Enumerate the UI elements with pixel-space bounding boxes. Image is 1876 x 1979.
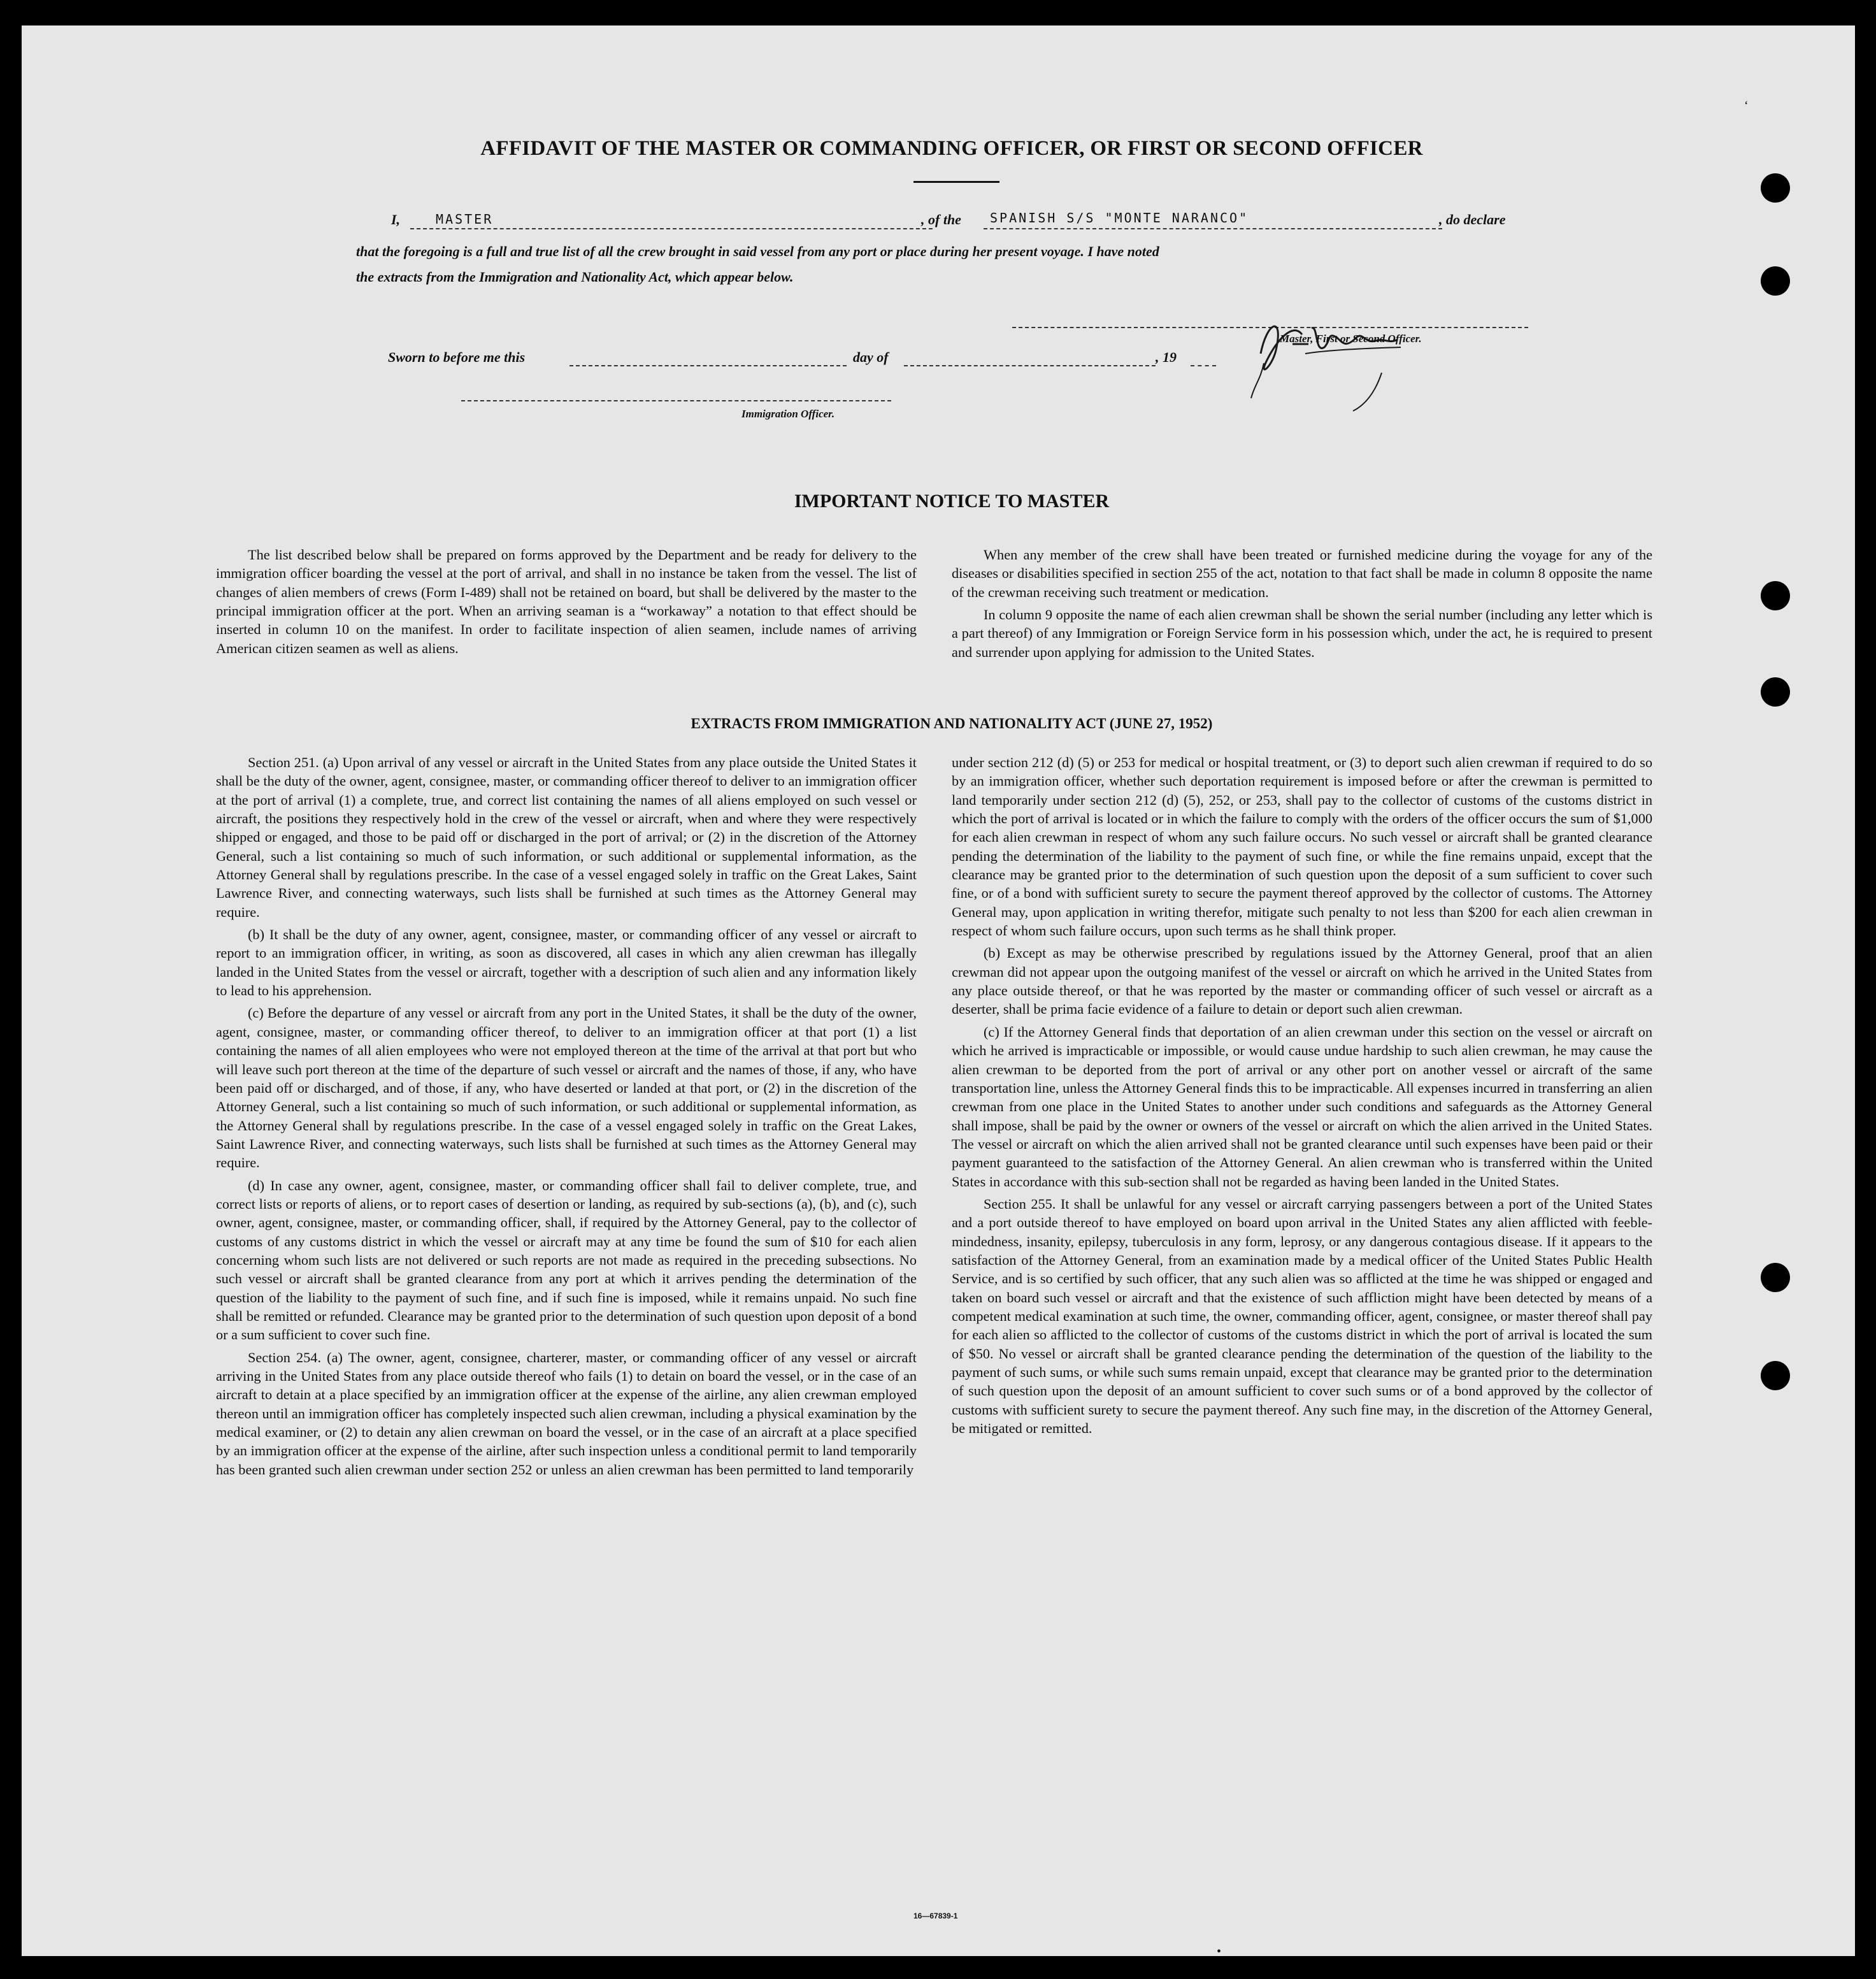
of-the-label: , of the bbox=[921, 212, 961, 227]
handwritten-signature bbox=[1248, 309, 1477, 417]
extract-paragraph: (b) Except as may be otherwise prescribed by regulations issued by the Attorney General, proof that an alien crewman did not appear upon the outgoing manifest of the vessel or aircraft on which he arrived in the United States from any place outside thereof, or that he was reported by the master or commanding officer of such vessel or aircraft as a deserter, shall be prima facie evidence of a failure to detain or deport such alien crewman. bbox=[952, 945, 1652, 1018]
extracts-left-column bbox=[216, 753, 917, 1483]
punch-hole bbox=[1761, 677, 1790, 707]
extract-paragraph: (c) If the Attorney General finds that deportation of an alien crewman under this section on the vessel or aircraft on which he arrived is impracticable or impossible, or would cause undue hardship to such alien crewman, he may cause the alien crewman to be deported from the port of arrival or any other port on another vessel or aircraft of the same transportation line, unless the Attorney General finds this to be impracticable. All expenses incurred in transferring an alien crewman from one place in the United States to another under such conditions and safeguards as the Attorney General shall impose, shall be paid by the owner or owners of the vessel or aircraft on which the alien arrived in the United States. The vessel or aircraft on which the alien arrived shall not be granted clearance until such expenses have been paid or their payment guaranteed to the satisfaction of the Attorney General. An alien crewman who is transferred within the United States in accordance with this sub-section shall not be regarded as having been landed in the United States. bbox=[952, 1023, 1652, 1190]
signature-caption: Master, First or Second Officer. bbox=[1280, 333, 1422, 345]
notice-left-column bbox=[216, 545, 917, 661]
scan-mark: • bbox=[1217, 1945, 1222, 1956]
punch-hole bbox=[1761, 581, 1790, 610]
sworn-label: Sworn to before me this bbox=[388, 349, 526, 365]
scan-mark: ʻ bbox=[1744, 99, 1749, 113]
document-page bbox=[22, 25, 1855, 1956]
i-label: I, bbox=[391, 212, 401, 227]
sworn-month-field[interactable] bbox=[904, 365, 1156, 366]
officer-caption: Immigration Officer. bbox=[741, 408, 835, 420]
extract-paragraph: under section 212 (d) (5) or 253 for medical or hospital treatment, or (3) to deport such alien crewman if required to do so by an immigration officer, whether such deportation requirement is imposed before or after the crewman is permitted to land temporarily under section 212 (d) (5), 252, or 253, shall pay to the collector of customs of the customs district in which the port of arrival is located or in which the failure to comply with the orders of the officer occurs the sum of $1,000 for each alien crewman in respect of whom any such failure occurs. No such vessel or aircraft shall be granted clearance pending the determination of the liability to the payment of such fine, or while the fine remains unpaid, except that the clearance may be granted prior to the determination of such question upon the deposit of a sum sufficient to cover such fine, or of a bond with sufficient surety to secure the payment thereof approved by the collector of customs. The Attorney General may, upon application in writing therefor, mitigate such penalty to not less than $200 for each alien crewman in respect of whom such failure occurs, upon such terms as he shall think proper. bbox=[952, 754, 1652, 939]
notice-title: IMPORTANT NOTICE TO MASTER bbox=[794, 491, 1110, 512]
extract-paragraph: Section 251. (a) Upon arrival of any vessel or aircraft in the United States from any place outside the United States it shall be the duty of the owner, agent, consignee, master, or commanding officer thereof to deliver to an immigration officer at the port of arrival (1) a complete, true, and correct list containing the names of all aliens employed on such vessel or aircraft, the positions they respectively hold in the crew of the vessel or aircraft, when and where they were respectively shipped or engaged, and those to be paid off or discharged in the port of arrival; or (2) in the discretion of the Attorney General, such a list containing so much of such information, or such additional or supplemental information, as the Attorney General shall by regulations prescribe. In the case of a vessel engaged solely in traffic on the Great Lakes, Saint Lawrence River, and connecting waterways, such lists shall be furnished at such times as the Attorney General may require. bbox=[216, 754, 917, 920]
name-handwritten: MASTER bbox=[436, 212, 494, 227]
vessel-handwritten: SPANISH S/S "MONTE NARANCO" bbox=[990, 210, 1249, 226]
notice-right-paragraph-2: In column 9 opposite the name of each alien crewman shall be shown the serial number (including any letter which is a part thereof) of any Immigration or Foreign Service form in his possession which, under the act, he is required to present and surrender upon applying for admission to the United States. bbox=[952, 607, 1652, 660]
extracts-title: EXTRACTS FROM IMMIGRATION AND NATIONALITY ACT (JUNE 27, 1952) bbox=[691, 716, 1213, 731]
punch-hole bbox=[1761, 1361, 1790, 1390]
punch-hole bbox=[1761, 173, 1790, 203]
extract-paragraph: Section 255. It shall be unlawful for any vessel or aircraft carrying passengers between a port of the United States and a port outside thereof to have employed on board upon arrival in the United States any alien afflicted with feeble-mindedness, insanity, epilepsy, tuberculosis in any form, leprosy, or any dangerous contagious disease. If it appears to the satisfaction of the Attorney General, from an examination made by a medical officer of the United States Public Health Service, and is so certified by such officer, that any such alien was so afflicted at the time he was shipped or engaged and taken on board such vessel or aircraft and that the existence of such affliction might have been detected by means of a competent medical examination at such time, the owner, commanding officer, agent, consignee, or master thereof shall pay for each alien so afflicted to the collector of customs of the customs district in which the port of arrival is located the sum of $50. No vessel or aircraft shall be granted clearance pending the determination of the question of the liability to the payment of such sums, or while such sums remain unpaid, except that clearance may be granted prior to the determination of such question upon the deposit of an amount sufficient to cover such sums or of a bond approved by the collector of customs with sufficient surety to secure the payment thereof. Any such fine may, in the discretion of the Attorney General, be mitigated or remitted. bbox=[952, 1195, 1652, 1437]
extract-paragraph: Section 254. (a) The owner, agent, consignee, charterer, master, or commanding officer of any vessel or aircraft arriving in the United States from any place outside thereof who fails (1) to detain on board the vessel, or in the case of an aircraft to detain at a place specified by an immigration officer at the expense of the airline, any alien crewman employed thereon until an immigration officer has completely inspected such alien crewman, including a physical examination by the medical examiner, or (2) to detain any alien crewman on board the vessel, or in the case of an aircraft at a place specified by an immigration officer at the expense of the airline, after such inspection unless a conditional permit to land temporarily has been granted such alien crewman under section 252 or unless an alien crewman has been permitted to land temporarily bbox=[216, 1349, 917, 1478]
day-of-label: day of bbox=[853, 349, 889, 365]
sworn-year-field[interactable] bbox=[1191, 365, 1216, 366]
do-declare-label: , do declare bbox=[1439, 212, 1506, 227]
name-field-line[interactable] bbox=[410, 228, 933, 229]
officer-signature-line[interactable] bbox=[461, 400, 891, 401]
title-rule bbox=[913, 181, 999, 183]
form-number: 16—67839-1 bbox=[913, 1911, 958, 1920]
year-label: , 19 bbox=[1156, 349, 1177, 365]
affidavit-title: AFFIDAVIT OF THE MASTER OR COMMANDING OFFICER, OR FIRST OR SECOND OFFICER bbox=[480, 137, 1423, 160]
punch-hole bbox=[1761, 266, 1790, 296]
affidavit-statement-line2: the extracts from the Immigration and Nationality Act, which appear below. bbox=[356, 269, 794, 285]
sworn-day-field[interactable] bbox=[569, 365, 847, 366]
notice-right-paragraph-1: When any member of the crew shall have been treated or furnished medicine during the voyage for any of the diseases or disabilities specified in section 255 of the act, notation to that fact shall be made in column 8 opposite the name of the crewman receiving such treatment or medication. bbox=[952, 547, 1652, 600]
notice-left-paragraph: The list described below shall be prepared on forms approved by the Department and be ready for delivery to the immigration officer boarding the vessel at the port of arrival, and shall in no instance be taken from the vessel. The list of changes of alien members of crews (Form I-489) shall not be retained on board, but shall be delivered by the master to the principal immigration officer at the port. When an arriving seaman is a “workaway” a notation to that effect should be inserted in column 10 on the manifest. In order to facilitate inspection of alien seamen, include names of arriving American citizen seamen as well as aliens. bbox=[216, 547, 917, 656]
extract-paragraph: (b) It shall be the duty of any owner, agent, consignee, master, or commanding officer of any vessel or aircraft to report to an immigration officer, in writing, as soon as discovered, all cases in which any alien crewman has illegally landed in the United States from the vessel or aircraft, together with a description of such alien and any information likely to lead to his apprehension. bbox=[216, 926, 917, 999]
extract-paragraph: (c) Before the departure of any vessel or aircraft from any port in the United States, it shall be the duty of the owner, agent, consignee, master, or commanding officer thereof, to deliver to an immigration officer at that port (1) a list containing the names of all alien employees who were not employed thereon at the time of the arrival at that port but who will leave such port thereon at the time of the departure of such vessel or aircraft and the names of those, if any, who have been paid off or discharged, and of those, if any, who have deserted or landed at that port, or (2) in the discretion of the Attorney General, such a list containing so much of such information, or such additional or supplemental information, as the Attorney General shall by regulations prescribe. In the case of a vessel engaged solely in traffic on the Great Lakes, Saint Lawrence River, and connecting waterways, such lists shall be furnished at such times as the Attorney General may require. bbox=[216, 1005, 917, 1171]
extracts-right-column bbox=[952, 753, 1652, 1441]
notice-right-column bbox=[952, 545, 1652, 665]
punch-hole bbox=[1761, 1263, 1790, 1292]
vessel-field-line[interactable] bbox=[984, 228, 1442, 229]
affidavit-statement-line1: that the foregoing is a full and true list of all the crew brought in said vessel from any port or place during her present voyage. I have noted bbox=[356, 243, 1159, 259]
extract-paragraph: (d) In case any owner, agent, consignee, master, or commanding officer shall fail to deliver complete, true, and correct lists or reports of aliens, or to report cases of desertion or landing, as required by sub-sections (a), (b), and (c), such owner, agent, consignee, master, or commanding officer, shall, if required by the Attorney General, pay to the collector of customs of any customs district in which the vessel or aircraft may at any time be found the sum of $10 for each alien concerning whom such lists are not delivered or such reports are not made as required in the preceding subsections. No such vessel or aircraft shall be granted clearance from any port at which it arrives pending the determination of the question of the liability to the payment of such fine, and if such fine is imposed, while it remains unpaid. No such fine shall be remitted or refunded. Clearance may be granted prior to the determination of such question upon deposit of a bond or a sum sufficient to cover such fine. bbox=[216, 1177, 917, 1343]
